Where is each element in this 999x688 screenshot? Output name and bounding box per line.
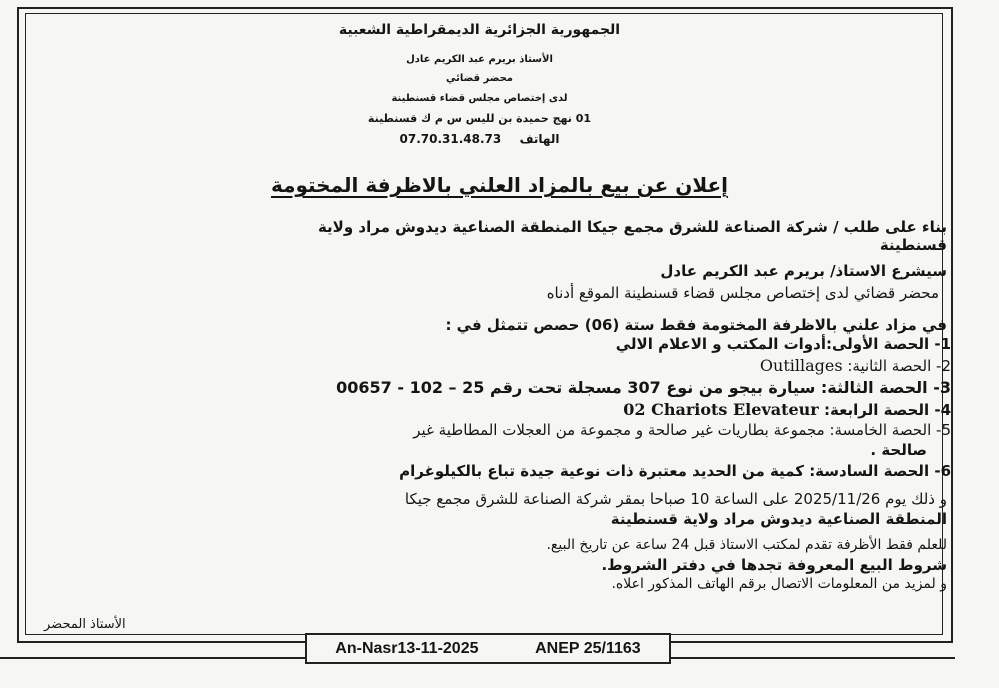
phone-label: الهاتف bbox=[519, 132, 560, 146]
anep-ref: ANEP 25/1163 bbox=[535, 639, 641, 657]
lot-5: 5- الحصة الخامسة: مجموعة بطاريات غير صالحة و مجموعة من العجلات المطاطية غير bbox=[413, 421, 951, 439]
lot-2: 2- الحصة الثانية: Outillages bbox=[759, 356, 951, 375]
jurisdiction: لدى إختصاص مجلس قضاء قسنطينة bbox=[391, 93, 568, 104]
conditions-line: شروط البيع المعروفة تجدها في دفتر الشروط. bbox=[601, 556, 947, 574]
lot-5-cont: صالحة . bbox=[870, 441, 927, 459]
lot-1: 1- الحصة الأولى:أدوات المكتب و الاعلام الالي bbox=[615, 335, 951, 353]
contact-line: و لمزيد من المعلومات الاتصال برقم الهاتف المذكور اعلاه. bbox=[611, 576, 947, 592]
date-line: و ذلك يوم 2025/11/26 على الساعة 10 صباحا بمقر شركة الصناعة للشرق مجمع جيكا bbox=[404, 490, 947, 508]
phone-line bbox=[0, 132, 979, 146]
publication-reference-box bbox=[305, 633, 671, 664]
phone-number: 07.70.31.48.73 bbox=[399, 132, 502, 146]
intro-line-4: محضر قضائي لدى إختصاص مجلس قضاء قسنطينة الموقع أدناه bbox=[546, 284, 939, 302]
publication-ref: An-Nasr13-11-2025 bbox=[335, 639, 479, 657]
lot-3: 3- الحصة الثالثة: سيارة بيجو من نوع 307 مسجلة تحت رقم 25 – 102 - 00657 bbox=[336, 378, 951, 397]
envelope-note: للعلم فقط الأظرفة تقدم لمكتب الاستاذ قبل 24 ساعة عن تاريخ البيع. bbox=[546, 537, 947, 553]
intro-line-2: قسنطينة bbox=[879, 236, 947, 254]
intro-line-3: سيشرع الاستاذ/ بريرم عبد الكريم عادل bbox=[660, 262, 947, 280]
intro-line-1: بناء على طلب / شركة الصناعة للشرق مجمع جيكا المنطقة الصناعية ديدوش مراد ولاية bbox=[317, 218, 947, 236]
lot-6: 6- الحصة السادسة: كمية من الحديد معتبرة ذات نوعية جيدة تباع بالكيلوغرام bbox=[399, 462, 951, 480]
announcement-title: إعلان عن بيع بالمزاد العلني بالاظرفة المختومة bbox=[270, 173, 729, 197]
signature: الأستاذ المحضر bbox=[44, 617, 126, 632]
location-line: المنطقة الصناعية ديدوش مراد ولاية قسنطينة bbox=[610, 510, 947, 528]
lot-4: 4- الحصة الرابعة: 02 Chariots Elevateur bbox=[623, 400, 951, 419]
address: 01 نهج حميدة بن لليس س م ك قسنطينة bbox=[367, 112, 592, 125]
republic-heading: الجمهورية الجزائرية الديمقراطية الشعبية bbox=[338, 22, 621, 38]
office-title: محضر قضائي bbox=[446, 73, 513, 84]
intro-line-5: في مزاد علني بالاظرفة المختومة فقط ستة (06) حصص تتمثل في : bbox=[445, 316, 947, 334]
lawyer-name: الأستاذ بريرم عبد الكريم عادل bbox=[406, 54, 553, 65]
